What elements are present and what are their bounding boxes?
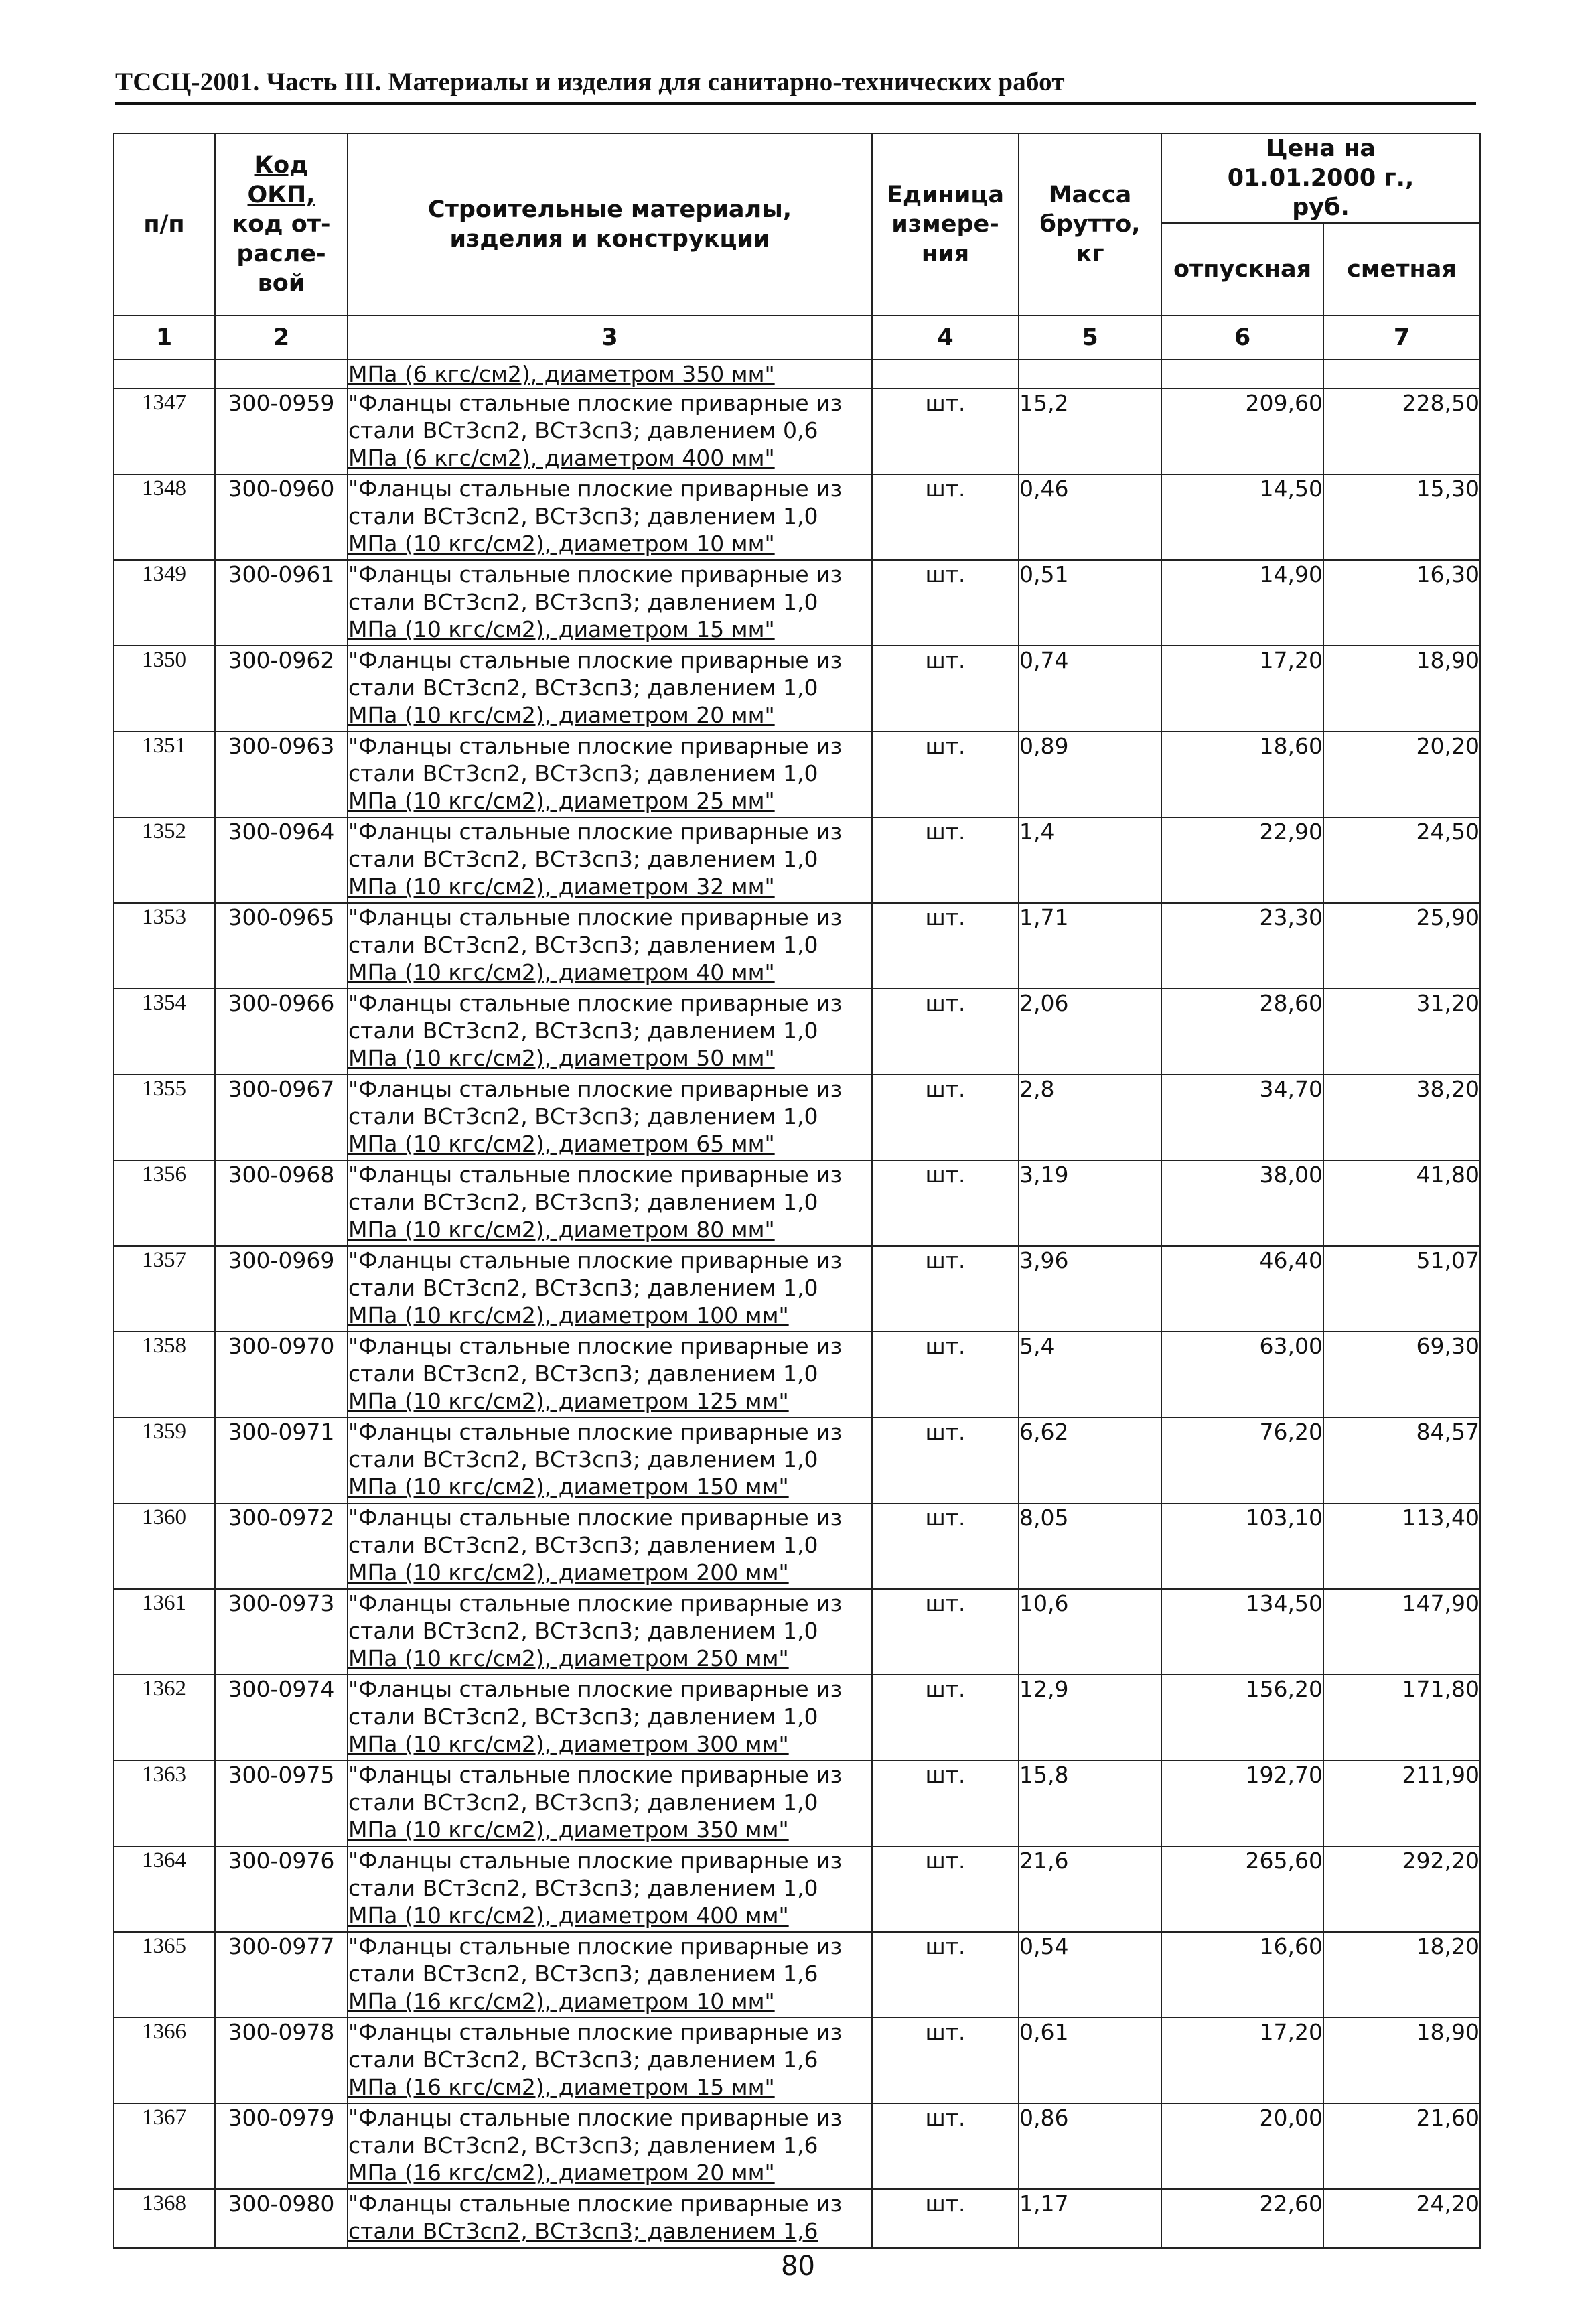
row-price-release: 192,70 (1161, 1760, 1323, 1846)
row-price-release: 134,50 (1161, 1589, 1323, 1675)
row-mass: 1,17 (1019, 2189, 1161, 2248)
row-name-line: "Фланцы стальные плоские приварные из (348, 1676, 843, 1702)
row-name (348, 2103, 872, 2189)
row-name (348, 989, 872, 1074)
page-header-title: ТССЦ-2001. Часть III. Материалы и изделия для санитарно-технических работ (115, 68, 1065, 96)
row-name-line: "Фланцы стальные плоские приварные из (348, 1933, 843, 1959)
row-price-estimate: 84,57 (1323, 1417, 1480, 1503)
row-name-line: "Фланцы стальные плоские приварные из (348, 561, 843, 587)
row-price-estimate: 18,20 (1323, 1932, 1480, 2018)
row-name-line: МПа (10 кгс/см2), диаметром 200 мм" (348, 1559, 789, 1586)
row-unit: шт. (872, 1932, 1019, 2018)
row-name-line: стали ВСт3сп2, ВСт3сп3; давлением 1,0 (348, 589, 818, 615)
row-unit: шт. (872, 1846, 1019, 1932)
header-price-estimate: сметная (1323, 223, 1480, 316)
row-name-line: "Фланцы стальные плоские приварные из (348, 819, 843, 845)
row-price-estimate: 18,90 (1323, 2018, 1480, 2103)
row-number: 1360 (113, 1503, 215, 1589)
row-name-line: стали ВСт3сп2, ВСт3сп3; давлением 1,0 (348, 760, 818, 786)
table-row (113, 2189, 1480, 2248)
row-name-line: МПа (10 кгс/см2), диаметром 350 мм" (348, 1817, 789, 1843)
row-mass: 0,86 (1019, 2103, 1161, 2189)
row-name-line: МПа (10 кгс/см2), диаметром 40 мм" (348, 959, 775, 985)
row-name (348, 1675, 872, 1760)
row-name-line: стали ВСт3сп2, ВСт3сп3; давлением 1,6 (348, 2218, 818, 2244)
table-row (113, 646, 1480, 732)
row-name-line: "Фланцы стальные плоские приварные из (348, 1505, 843, 1531)
row-code: 300-0978 (215, 2018, 348, 2103)
row-name-line: стали ВСт3сп2, ВСт3сп3; давлением 1,0 (348, 1446, 818, 1472)
row-name (348, 389, 872, 474)
row-mass: 0,74 (1019, 646, 1161, 732)
table-row (113, 1589, 1480, 1675)
row-name (348, 1074, 872, 1160)
header-code (215, 133, 348, 316)
continuation-text: МПа (6 кгс/см2), диаметром 350 мм" (348, 360, 872, 389)
row-mass: 15,8 (1019, 1760, 1161, 1846)
row-name-line: МПа (6 кгс/см2), диаметром 400 мм" (348, 445, 775, 471)
row-unit: шт. (872, 1675, 1019, 1760)
row-name-line: МПа (10 кгс/см2), диаметром 25 мм" (348, 788, 775, 814)
table-row (113, 1246, 1480, 1332)
row-name-line: стали ВСт3сп2, ВСт3сп3; давлением 1,0 (348, 1703, 818, 1730)
row-price-release: 16,60 (1161, 1932, 1323, 2018)
row-number: 1349 (113, 560, 215, 646)
row-unit: шт. (872, 2103, 1019, 2189)
row-mass: 1,71 (1019, 903, 1161, 989)
row-mass: 2,06 (1019, 989, 1161, 1074)
row-mass: 0,89 (1019, 732, 1161, 817)
row-mass: 8,05 (1019, 1503, 1161, 1589)
row-code: 300-0962 (215, 646, 348, 732)
row-unit: шт. (872, 1246, 1019, 1332)
row-number: 1366 (113, 2018, 215, 2103)
row-mass: 0,54 (1019, 1932, 1161, 2018)
row-name-line: МПа (10 кгс/см2), диаметром 80 мм" (348, 1216, 775, 1243)
row-price-release: 76,20 (1161, 1417, 1323, 1503)
row-price-estimate: 31,20 (1323, 989, 1480, 1074)
row-name-line: стали ВСт3сп2, ВСт3сп3; давлением 1,0 (348, 932, 818, 958)
row-price-release: 28,60 (1161, 989, 1323, 1074)
row-price-release: 17,20 (1161, 646, 1323, 732)
row-name-line: стали ВСт3сп2, ВСт3сп3; давлением 1,0 (348, 503, 818, 529)
row-price-release: 22,90 (1161, 817, 1323, 903)
row-name (348, 1846, 872, 1932)
table-row (113, 1932, 1480, 2018)
row-unit: шт. (872, 1760, 1019, 1846)
row-price-estimate: 147,90 (1323, 1589, 1480, 1675)
row-name-line: МПа (10 кгс/см2), диаметром 100 мм" (348, 1302, 789, 1328)
table-row (113, 560, 1480, 646)
table-row (113, 732, 1480, 817)
row-price-release: 156,20 (1161, 1675, 1323, 1760)
row-name-line: стали ВСт3сп2, ВСт3сп3; давлением 1,6 (348, 2132, 818, 2158)
row-price-estimate: 21,60 (1323, 2103, 1480, 2189)
header-code-line1: Код (254, 152, 309, 179)
column-number: 1 (113, 316, 215, 360)
row-code: 300-0974 (215, 1675, 348, 1760)
row-code: 300-0961 (215, 560, 348, 646)
row-unit: шт. (872, 2018, 1019, 2103)
header-unit: Единица измере-ния (872, 133, 1019, 316)
row-mass: 12,9 (1019, 1675, 1161, 1760)
header-price-group: Цена на 01.01.2000 г., руб. (1161, 133, 1480, 223)
row-name (348, 1160, 872, 1246)
row-number: 1359 (113, 1417, 215, 1503)
row-name (348, 1417, 872, 1503)
row-price-estimate: 228,50 (1323, 389, 1480, 474)
row-name-line: стали ВСт3сп2, ВСт3сп3; давлением 1,0 (348, 1532, 818, 1558)
row-price-estimate: 113,40 (1323, 1503, 1480, 1589)
row-mass: 10,6 (1019, 1589, 1161, 1675)
row-code: 300-0967 (215, 1074, 348, 1160)
row-name (348, 1932, 872, 2018)
row-number: 1358 (113, 1332, 215, 1417)
row-unit: шт. (872, 646, 1019, 732)
row-code: 300-0975 (215, 1760, 348, 1846)
row-mass: 0,51 (1019, 560, 1161, 646)
row-name-line: стали ВСт3сп2, ВСт3сп3; давлением 1,0 (348, 1875, 818, 1901)
row-price-estimate: 38,20 (1323, 1074, 1480, 1160)
row-price-estimate: 171,80 (1323, 1675, 1480, 1760)
table-row (113, 1846, 1480, 1932)
row-name-line: МПа (10 кгс/см2), диаметром 50 мм" (348, 1045, 775, 1071)
row-name (348, 1760, 872, 1846)
row-code: 300-0963 (215, 732, 348, 817)
row-code: 300-0965 (215, 903, 348, 989)
table-row (113, 1332, 1480, 1417)
row-price-release: 14,50 (1161, 474, 1323, 560)
row-code: 300-0960 (215, 474, 348, 560)
row-price-release: 34,70 (1161, 1074, 1323, 1160)
row-name-line: стали ВСт3сп2, ВСт3сп3; давлением 1,6 (348, 1961, 818, 1987)
row-mass: 0,61 (1019, 2018, 1161, 2103)
row-name-line: "Фланцы стальные плоские приварные из (348, 390, 843, 416)
row-name (348, 560, 872, 646)
table-row (113, 2103, 1480, 2189)
row-price-release: 209,60 (1161, 389, 1323, 474)
row-unit: шт. (872, 1160, 1019, 1246)
table-row (113, 989, 1480, 1074)
row-number: 1350 (113, 646, 215, 732)
header-num: п/п (113, 133, 215, 316)
column-number: 6 (1161, 316, 1323, 360)
row-name-line: стали ВСт3сп2, ВСт3сп3; давлением 1,0 (348, 846, 818, 872)
row-price-estimate: 18,90 (1323, 646, 1480, 732)
header-name: Строительные материалы, изделия и конструкции (348, 133, 872, 316)
row-number: 1363 (113, 1760, 215, 1846)
row-code: 300-0972 (215, 1503, 348, 1589)
row-unit: шт. (872, 817, 1019, 903)
row-name-line: "Фланцы стальные плоские приварные из (348, 1419, 843, 1445)
row-number: 1367 (113, 2103, 215, 2189)
row-name (348, 2189, 872, 2248)
row-price-release: 63,00 (1161, 1332, 1323, 1417)
row-name (348, 646, 872, 732)
row-number: 1355 (113, 1074, 215, 1160)
row-name-line: МПа (10 кгс/см2), диаметром 65 мм" (348, 1131, 775, 1157)
row-name (348, 1589, 872, 1675)
row-name-line: МПа (10 кгс/см2), диаметром 150 мм" (348, 1474, 789, 1500)
row-price-estimate: 25,90 (1323, 903, 1480, 989)
table-row (113, 474, 1480, 560)
table-row (113, 389, 1480, 474)
row-name (348, 1503, 872, 1589)
row-name-line: МПа (10 кгс/см2), диаметром 300 мм" (348, 1731, 789, 1757)
row-code: 300-0973 (215, 1589, 348, 1675)
row-name-line: "Фланцы стальные плоские приварные из (348, 2190, 843, 2217)
row-code: 300-0959 (215, 389, 348, 474)
header-price-release: отпускная (1161, 223, 1323, 316)
row-name-line: "Фланцы стальные плоские приварные из (348, 647, 843, 673)
row-name-line: "Фланцы стальные плоские приварные из (348, 733, 843, 759)
table-body (113, 360, 1480, 2248)
table-row (113, 1417, 1480, 1503)
column-number: 7 (1323, 316, 1480, 360)
table-header (113, 133, 1480, 360)
row-price-release: 18,60 (1161, 732, 1323, 817)
row-price-estimate: 41,80 (1323, 1160, 1480, 1246)
row-name-line: стали ВСт3сп2, ВСт3сп3; давлением 1,0 (348, 1189, 818, 1215)
row-number: 1351 (113, 732, 215, 817)
row-name-line: стали ВСт3сп2, ВСт3сп3; давлением 0,6 (348, 417, 818, 443)
row-name-line: МПа (10 кгс/см2), диаметром 125 мм" (348, 1388, 789, 1414)
row-mass: 3,96 (1019, 1246, 1161, 1332)
row-name-line: стали ВСт3сп2, ВСт3сп3; давлением 1,0 (348, 1789, 818, 1815)
column-number: 2 (215, 316, 348, 360)
row-name-line: "Фланцы стальные плоские приварные из (348, 1076, 843, 1102)
row-number: 1354 (113, 989, 215, 1074)
row-name-line: МПа (16 кгс/см2), диаметром 20 мм" (348, 2160, 775, 2186)
row-name-line: "Фланцы стальные плоские приварные из (348, 476, 843, 502)
row-name (348, 817, 872, 903)
row-mass: 15,2 (1019, 389, 1161, 474)
row-number: 1348 (113, 474, 215, 560)
column-numbers-row (113, 316, 1480, 360)
row-number: 1368 (113, 2189, 215, 2248)
header-code-line5: вой (257, 270, 305, 297)
row-unit: шт. (872, 1503, 1019, 1589)
row-name-line: стали ВСт3сп2, ВСт3сп3; давлением 1,6 (348, 2046, 818, 2073)
row-mass: 5,4 (1019, 1332, 1161, 1417)
header-code-line4: расле- (236, 240, 326, 267)
row-unit: шт. (872, 732, 1019, 817)
row-name-line: стали ВСт3сп2, ВСт3сп3; давлением 1,0 (348, 1018, 818, 1044)
row-number: 1353 (113, 903, 215, 989)
row-unit: шт. (872, 1589, 1019, 1675)
row-mass: 0,46 (1019, 474, 1161, 560)
row-name-line: МПа (16 кгс/см2), диаметром 10 мм" (348, 1988, 775, 2014)
row-price-release: 103,10 (1161, 1503, 1323, 1589)
row-price-estimate: 24,50 (1323, 817, 1480, 903)
row-name-line: стали ВСт3сп2, ВСт3сп3; давлением 1,0 (348, 675, 818, 701)
column-number: 5 (1019, 316, 1161, 360)
row-name-line: "Фланцы стальные плоские приварные из (348, 1848, 843, 1874)
row-name (348, 1246, 872, 1332)
row-mass: 2,8 (1019, 1074, 1161, 1160)
header-mass: Масса брутто, кг (1019, 133, 1161, 316)
row-number: 1364 (113, 1846, 215, 1932)
row-name-line: "Фланцы стальные плоские приварные из (348, 2105, 843, 2131)
row-price-estimate: 69,30 (1323, 1332, 1480, 1417)
row-number: 1362 (113, 1675, 215, 1760)
row-name (348, 732, 872, 817)
table-row (113, 1503, 1480, 1589)
row-code: 300-0971 (215, 1417, 348, 1503)
row-mass: 21,6 (1019, 1846, 1161, 1932)
row-unit: шт. (872, 1332, 1019, 1417)
row-number: 1365 (113, 1932, 215, 2018)
row-name-line: МПа (10 кгс/см2), диаметром 20 мм" (348, 702, 775, 728)
row-code: 300-0968 (215, 1160, 348, 1246)
row-name-line: МПа (10 кгс/см2), диаметром 10 мм" (348, 531, 775, 557)
row-unit: шт. (872, 903, 1019, 989)
continuation-row (113, 360, 1480, 389)
row-name-line: "Фланцы стальные плоские приварные из (348, 904, 843, 930)
table-row (113, 1675, 1480, 1760)
row-name-line: стали ВСт3сп2, ВСт3сп3; давлением 1,0 (348, 1361, 818, 1387)
row-number: 1356 (113, 1160, 215, 1246)
row-price-estimate: 211,90 (1323, 1760, 1480, 1846)
row-name-line: "Фланцы стальные плоские приварные из (348, 1762, 843, 1788)
row-code: 300-0979 (215, 2103, 348, 2189)
row-name-line: МПа (16 кгс/см2), диаметром 15 мм" (348, 2074, 775, 2100)
row-number: 1352 (113, 817, 215, 903)
table-row (113, 1074, 1480, 1160)
row-unit: шт. (872, 474, 1019, 560)
materials-table (113, 133, 1481, 2249)
row-name (348, 2018, 872, 2103)
row-price-release: 265,60 (1161, 1846, 1323, 1932)
row-unit: шт. (872, 2189, 1019, 2248)
page-number: 80 (781, 2251, 815, 2282)
row-name (348, 903, 872, 989)
row-code: 300-0976 (215, 1846, 348, 1932)
row-price-release: 22,60 (1161, 2189, 1323, 2248)
row-number: 1361 (113, 1589, 215, 1675)
row-number: 1347 (113, 389, 215, 474)
row-unit: шт. (872, 989, 1019, 1074)
row-mass: 3,19 (1019, 1160, 1161, 1246)
row-name-line: стали ВСт3сп2, ВСт3сп3; давлением 1,0 (348, 1103, 818, 1129)
row-code: 300-0966 (215, 989, 348, 1074)
row-name-line: "Фланцы стальные плоские приварные из (348, 1162, 843, 1188)
row-code: 300-0969 (215, 1246, 348, 1332)
row-unit: шт. (872, 560, 1019, 646)
row-name (348, 1332, 872, 1417)
row-name-line: "Фланцы стальные плоские приварные из (348, 1590, 843, 1616)
row-name-line: "Фланцы стальные плоские приварные из (348, 2019, 843, 2045)
row-unit: шт. (872, 1417, 1019, 1503)
row-mass: 6,62 (1019, 1417, 1161, 1503)
row-name-line: "Фланцы стальные плоские приварные из (348, 1333, 843, 1359)
row-price-release: 14,90 (1161, 560, 1323, 646)
row-price-estimate: 20,20 (1323, 732, 1480, 817)
row-number: 1357 (113, 1246, 215, 1332)
row-price-release: 46,40 (1161, 1246, 1323, 1332)
row-name-line: МПа (10 кгс/см2), диаметром 250 мм" (348, 1645, 789, 1671)
row-price-estimate: 51,07 (1323, 1246, 1480, 1332)
row-name-line: "Фланцы стальные плоские приварные из (348, 1247, 843, 1273)
row-price-release: 23,30 (1161, 903, 1323, 989)
row-price-estimate: 15,30 (1323, 474, 1480, 560)
row-price-estimate: 16,30 (1323, 560, 1480, 646)
row-name-line: МПа (10 кгс/см2), диаметром 15 мм" (348, 616, 775, 642)
row-code: 300-0977 (215, 1932, 348, 2018)
row-name-line: стали ВСт3сп2, ВСт3сп3; давлением 1,0 (348, 1618, 818, 1644)
table-row (113, 2018, 1480, 2103)
row-name-line: стали ВСт3сп2, ВСт3сп3; давлением 1,0 (348, 1275, 818, 1301)
row-price-release: 38,00 (1161, 1160, 1323, 1246)
header-code-line3: код от- (232, 211, 331, 238)
table-row (113, 903, 1480, 989)
row-name-line: МПа (10 кгс/см2), диаметром 400 мм" (348, 1902, 789, 1929)
header-rule (115, 102, 1476, 105)
row-name-line: "Фланцы стальные плоские приварные из (348, 990, 843, 1016)
row-mass: 1,4 (1019, 817, 1161, 903)
row-name (348, 474, 872, 560)
row-name-line: МПа (10 кгс/см2), диаметром 32 мм" (348, 874, 775, 900)
table-row (113, 817, 1480, 903)
row-price-estimate: 24,20 (1323, 2189, 1480, 2248)
row-price-estimate: 292,20 (1323, 1846, 1480, 1932)
row-code: 300-0964 (215, 817, 348, 903)
header-code-line2: ОКП, (247, 182, 315, 208)
column-number: 4 (872, 316, 1019, 360)
row-unit: шт. (872, 389, 1019, 474)
table-row (113, 1760, 1480, 1846)
row-code: 300-0980 (215, 2189, 348, 2248)
table-row (113, 1160, 1480, 1246)
row-code: 300-0970 (215, 1332, 348, 1417)
row-unit: шт. (872, 1074, 1019, 1160)
row-price-release: 17,20 (1161, 2018, 1323, 2103)
column-number: 3 (348, 316, 872, 360)
row-price-release: 20,00 (1161, 2103, 1323, 2189)
